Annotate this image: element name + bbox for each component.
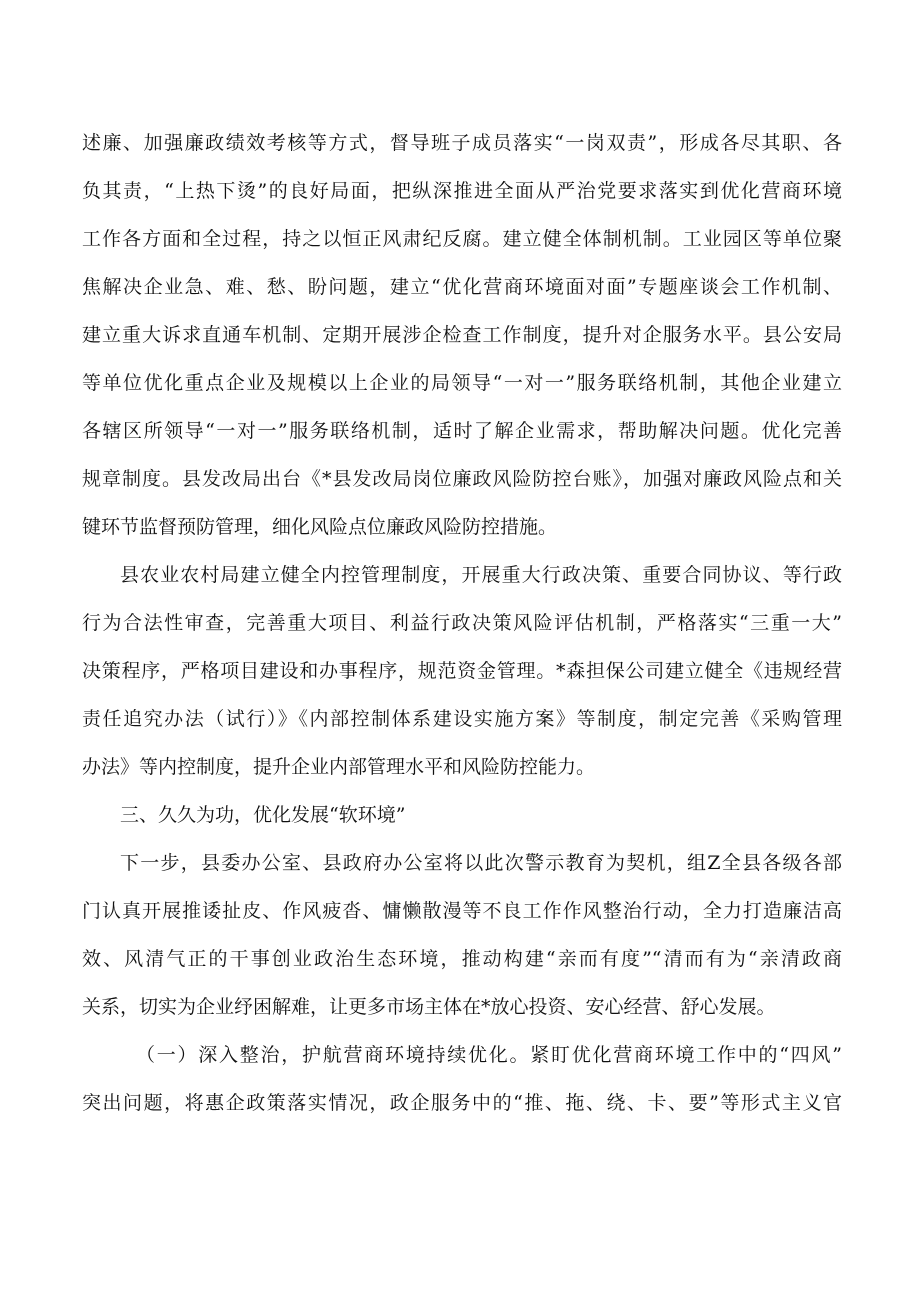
- paragraph-2-line-2: 行为合法性审查，完善重大项目、利益行政决策风险评估机制，严格落实“三重一大”: [82, 612, 842, 634]
- paragraph-1-line-5: 建立重大诉求直通车机制、定期开展涉企检查工作制度，提升对企服务水平。县公安局: [82, 324, 842, 346]
- paragraph-3-line-3: 效、风清气正的干事创业政治生态环境，推动构建“亲而有度”“清而有为“亲清政商: [82, 948, 842, 970]
- paragraph-1-line-2: 负其责，“上热下烫”的良好局面，把纵深推进全面从严治党要求落实到优化营商环境: [82, 180, 842, 202]
- paragraph-3-line-4: 关系，切实为企业纾困解难，让更多市场主体在*放心投资、安心经营、舒心发展。: [82, 996, 776, 1018]
- paragraph-1-line-4: 焦解决企业急、难、愁、盼问题，建立“优化营商环境面对面”专题座谈会工作机制、: [82, 276, 842, 298]
- paragraph-2-line-3: 决策程序，严格项目建设和办事程序，规范资金管理。*森担保公司建立健全《违规经营: [82, 660, 842, 682]
- paragraph-1-line-8: 规章制度。县发改局出台《*县发改局岗位廉政风险防控台账》，加强对廉政风险点和关: [82, 468, 842, 490]
- paragraph-4-line-2: 突出问题，将惠企政策落实情况，政企服务中的“推、拖、绕、卡、要”等形式主义官: [82, 1092, 842, 1114]
- paragraph-4-line-1: （一）深入整治，护航营商环境持续优化。紧盯优化营商环境工作中的“四风”: [136, 1044, 842, 1066]
- paragraph-1-line-7: 各辖区所领导“一对一”服务联络机制，适时了解企业需求，帮助解决问题。优化完善: [82, 420, 842, 442]
- paragraph-2-line-4: 责任追究办法（试行）》《内部控制体系建设实施方案》等制度，制定完善《采购管理: [82, 708, 842, 730]
- section-heading-3: 三、久久为功，优化发展“软环境”: [120, 804, 406, 826]
- paragraph-2-line-1: 县农业农村局建立健全内控管理制度，开展重大行政决策、重要合同协议、等行政: [120, 564, 842, 586]
- paragraph-3-line-1: 下一步，县委办公室、县政府办公室将以此次警示教育为契机，组Z全县各级各部: [120, 852, 842, 874]
- paragraph-1-line-1: 述廉、加强廉政绩效考核等方式，督导班子成员落实“一岗双责”，形成各尽其职、各: [82, 132, 842, 154]
- paragraph-1-line-6: 等单位优化重点企业及规模以上企业的局领导“一对一”服务联络机制，其他企业建立: [82, 372, 842, 394]
- paragraph-1-line-3: 工作各方面和全过程，持之以恒正风肃纪反腐。建立健全体制机制。工业园区等单位聚: [82, 228, 842, 250]
- paragraph-1-line-9: 键环节监督预防管理，细化风险点位廉政风险防控措施。: [82, 516, 558, 538]
- paragraph-3-line-2: 门认真开展推诿扯皮、作风疲沓、慵懒散漫等不良工作作风整治行动，全力打造廉洁高: [82, 900, 842, 922]
- paragraph-2-line-5: 办法》等内控制度，提升企业内部管理水平和风险防控能力。: [82, 756, 596, 778]
